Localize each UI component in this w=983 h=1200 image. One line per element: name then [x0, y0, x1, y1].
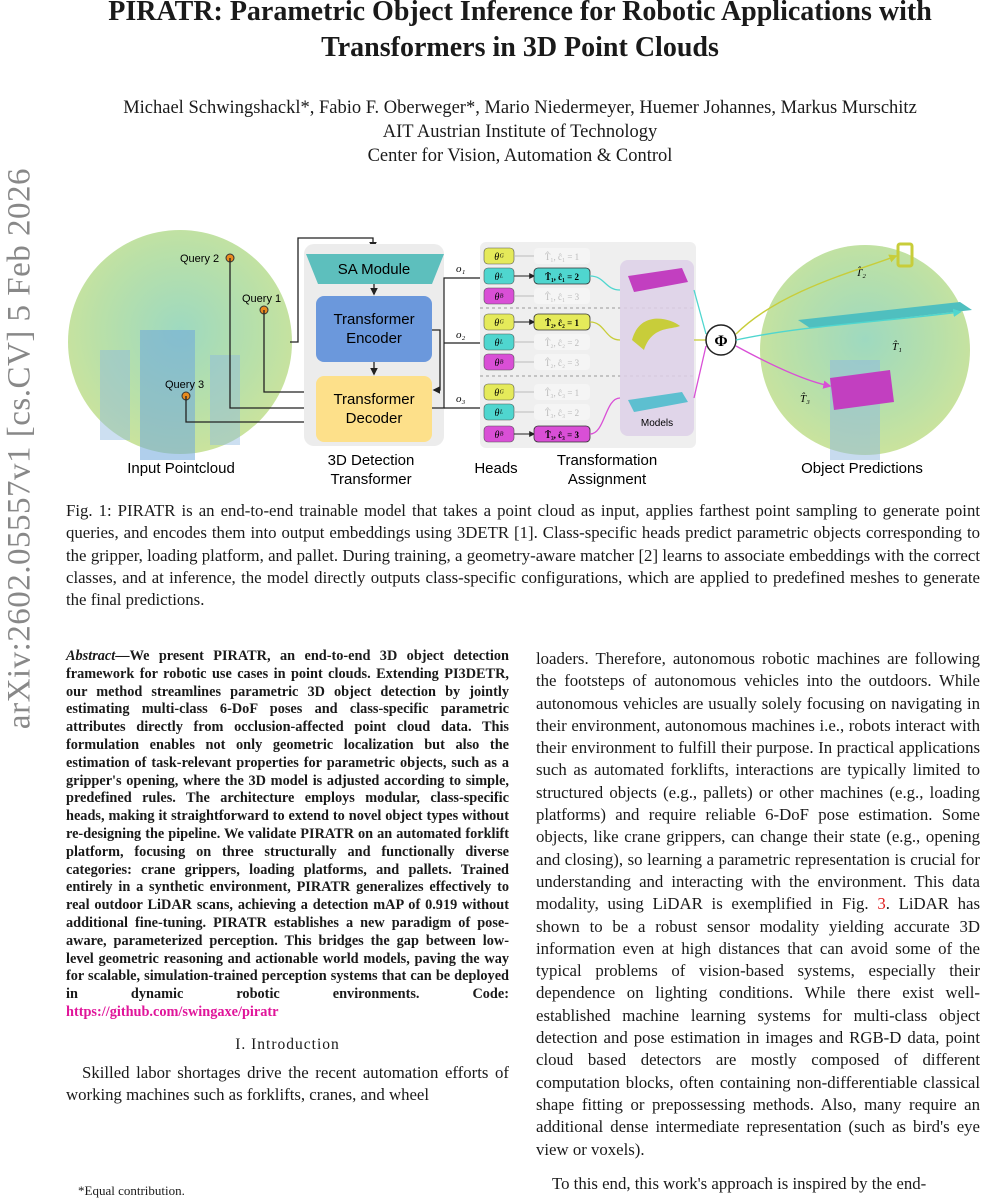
svg-text:Encoder: Encoder: [346, 330, 402, 347]
intro-text-b: . LiDAR has shown to be a robust sensor modality yielding accurate 3D information even at high distances that can avoid some of the typical problems of vision-based systems, especially their dependence on lighting conditions. While there exist well-established machine learning systems for multi-class object detection and pose estimation in images and RGB-D data, point cloud based detectors are mostly composed of different computation blocks, often containing non-differentiable classical shape fitting or prepossessing methods. Also, many require an additional dense intermediate representation (such as bird's eye view or voxels).: [536, 894, 980, 1159]
label-object-predictions: Object Predictions: [801, 460, 923, 477]
object-o2: o₂: [456, 329, 466, 341]
left-column: [66, 648, 509, 1106]
arxiv-id: arXiv:2602.05557v1 [cs.CV] 5 Feb 2026: [1, 167, 38, 730]
object-o3: o₃: [456, 393, 466, 405]
label-detector-2: Transformer: [330, 471, 412, 488]
query-2-label: Query 2: [180, 253, 220, 265]
svg-text:Transformer: Transformer: [333, 311, 415, 328]
phi-operator: [706, 325, 736, 355]
arxiv-sidebar: [0, 0, 44, 900]
label-assignment-1: Transformation: [556, 452, 658, 469]
models-panel: [620, 260, 694, 436]
head-group-1: [484, 248, 590, 304]
right-column: [536, 648, 980, 1195]
prediction-t3: T̂₃: [800, 393, 810, 405]
svg-text:T̂₃, ĉ₃ = 2: T̂₃, ĉ₃ = 2: [544, 408, 580, 418]
head-group-3: [484, 384, 590, 442]
svg-text:T̂₂, ĉ₂ = 1: T̂₂, ĉ₂ = 1: [544, 318, 580, 328]
abstract-label: Abstract: [66, 648, 116, 664]
affiliation-1: AIT Austrian Institute of Technology: [382, 122, 658, 142]
figure-reference[interactable]: 3: [877, 894, 886, 914]
svg-text:T̂₃, ĉ₃ = 3: T̂₃, ĉ₃ = 3: [544, 430, 580, 440]
svg-text:θᴸ: θᴸ: [494, 338, 504, 349]
svg-text:θᴳ: θᴳ: [494, 252, 504, 263]
label-input-pointcloud: Input Pointcloud: [127, 460, 235, 477]
query-3-label: Query 3: [165, 379, 205, 391]
prediction-t2: T̂₂: [856, 267, 866, 279]
sa-module-block: [306, 254, 444, 284]
title-line-2: Transformers in 3D Point Clouds: [321, 32, 719, 63]
paper-title: [60, 0, 980, 66]
transformer-decoder-block: [316, 376, 432, 442]
intro-paragraph-right: [536, 648, 980, 1161]
output-predictions: [760, 244, 972, 460]
label-detector-1: 3D Detection: [327, 452, 415, 469]
svg-text:θᴮ: θᴮ: [494, 430, 504, 441]
code-link[interactable]: https://github.com/swingaxe/piratr: [66, 1003, 279, 1020]
head-group-2: [484, 314, 590, 370]
svg-text:T̂₂, ĉ₂ = 3: T̂₂, ĉ₂ = 3: [544, 358, 580, 368]
svg-text:θᴳ: θᴳ: [494, 318, 504, 329]
author-block: [60, 96, 980, 168]
abstract: [66, 648, 509, 1022]
section-heading: I. Introduction: [235, 1035, 340, 1053]
svg-text:Φ: Φ: [714, 333, 728, 350]
svg-text:θᴸ: θᴸ: [494, 408, 504, 419]
transformer-encoder-block: [316, 296, 432, 362]
footnote: *Equal contribution.: [78, 1183, 185, 1198]
title-line-1: PIRATR: Parametric Object Inference for Robotic Applications with: [108, 0, 932, 27]
figure-caption: Fig. 1: PIRATR is an end-to-end trainable model that takes a point cloud as input, applies farthest point sampling to generate point queries, and encodes them into output embeddings using 3DETR [1]. Class-specific heads predict parametric objects corresponding to the gripper, loading platform, and pallet. During training, a geometry-aware matcher [2] learns to associate embeddings with the correct classes, and at inference, the model directly outputs class-specific configurations, which are applied to predefined meshes to generate the final predictions.: [66, 501, 980, 610]
svg-text:T̂₁, ĉ₁ = 3: T̂₁, ĉ₁ = 3: [544, 292, 580, 302]
query-1-label: Query 1: [242, 293, 282, 305]
prediction-t1: T̂₁: [892, 341, 902, 353]
intro-text-a: loaders. Therefore, autonomous robotic machines are following the footsteps of autonomous vehicles into the outdoors. While autonomous vehicles are usually solely focusing on navigating in their environment, autonomous machines i.e., robots interact with their environment to fulfill their purpose. In practical applications such as automated forklifts, interactions are typically limited to structured objects (e.g., pallets) or other machines (e.g., loading platforms) and require reliable 6-DoF pose estimation. Some objects, like crane grippers, can change their state (e.g., opening and closing), so learning a parametric representation is crucial for understanding and interacting with the environment. This data modality, using LiDAR is exemplified in Fig.: [536, 649, 980, 914]
svg-text:T̂₂, ĉ₂ = 2: T̂₂, ĉ₂ = 2: [544, 338, 580, 348]
svg-text:T̂₃, ĉ₃ = 1: T̂₃, ĉ₃ = 1: [544, 388, 580, 398]
intro-paragraph-left: Skilled labor shortages drive the recent automation efforts of working machines such as forklifts, cranes, and wheel: [66, 1062, 509, 1105]
svg-text:θᴮ: θᴮ: [494, 358, 504, 369]
svg-text:θᴳ: θᴳ: [494, 388, 504, 399]
abstract-body: —We present PIRATR, an end-to-end 3D object detection framework for robotic use cases in point clouds. Extending PI3DETR, our method streamlines parametric 3D object detection by jointly estimating multi-class 6-DoF poses and class-specific parametric attributes directly from occlusion-affected point cloud data. This formulation enables not only geometric localization but also the estimation of task-relevant properties for parametric objects, such as a gripper's opening, where the 3D model is adjusted according to simple, predefined rules. The architecture employs modular, class-specific heads, making it straightforward to extend to novel object types without re-designing the pipeline. We validate PIRATR on an automated forklift platform, focusing on three structurally and functionally diverse categories: crane grippers, loading platforms, and pallets. Trained entirely in a synthetic environment, PIRATR generalizes effectively to real outdoor LiDAR scans, achieving a detection mAP of 0.919 without additional fine-tuning. PIRATR establishes a new paradigm of pose-aware, parameterized perception. This bridges the gap between low-level geometric reasoning and actionable world models, paving the way for scalable, simulation-trained perception systems that can be deployed in dynamic robotic environments. Code:: [66, 648, 509, 1003]
models-label: Models: [640, 418, 674, 429]
affiliation-2: Center for Vision, Automation & Control: [367, 146, 673, 166]
svg-text:SA Module: SA Module: [337, 261, 411, 278]
svg-text:Transformer: Transformer: [333, 391, 415, 408]
svg-text:Decoder: Decoder: [345, 410, 403, 427]
label-heads: Heads: [474, 460, 518, 477]
author-list: Michael Schwingshackl*, Fabio F. Oberweger*, Mario Niedermeyer, Huemer Johannes, Markus Murschitz: [123, 98, 917, 118]
svg-text:θᴸ: θᴸ: [494, 272, 504, 283]
svg-text:T̂₁, ĉ₁ = 1: T̂₁, ĉ₁ = 1: [544, 252, 580, 262]
svg-text:θᴮ: θᴮ: [494, 292, 504, 303]
intro-paragraph-next: To this end, this work's approach is inspired by the end-: [552, 1173, 927, 1193]
figure-1: [60, 230, 980, 490]
label-assignment-2: Assignment: [567, 471, 647, 488]
object-o1: o₁: [456, 263, 466, 275]
svg-text:T̂₁, ĉ₁ = 2: T̂₁, ĉ₁ = 2: [544, 272, 580, 282]
